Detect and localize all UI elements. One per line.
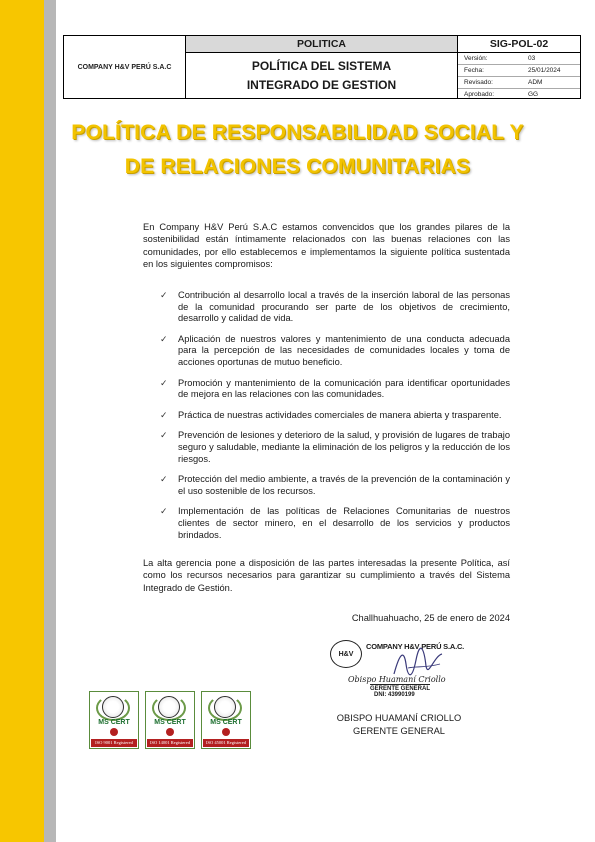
gear-icon <box>166 728 174 736</box>
check-icon: ✓ <box>160 430 168 441</box>
list-item <box>158 474 510 497</box>
list-item <box>158 410 510 422</box>
list-item <box>158 430 510 465</box>
list-item <box>158 334 510 369</box>
header-doc-title <box>186 53 457 95</box>
cert-standard: ISO 14001 Registered <box>147 739 193 747</box>
meta-value: 03 <box>528 55 536 62</box>
commitment-text: Promoción y mantenimiento de la comunicación para identificar oportunidades de mejora en las relaciones con las comunidades. <box>178 377 510 400</box>
commitment-text: Práctica de nuestras actividades comerciales de manera abierta y trasparente. <box>178 409 502 420</box>
signatory-name: OBISPO HUAMANÍ CRIOLLO <box>336 713 462 723</box>
cert-standard: ISO 9001 Registered <box>91 739 137 747</box>
gear-icon <box>222 728 230 736</box>
header-logo-cell <box>64 36 186 98</box>
cert-badge-iso45001 <box>201 691 251 749</box>
company-logo <box>78 64 172 71</box>
stamp-logo: H&V <box>330 640 362 668</box>
meta-label: Versión: <box>464 55 488 62</box>
meta-value: ADM <box>528 79 543 86</box>
list-item <box>158 290 510 325</box>
cert-badge-iso9001 <box>89 691 139 749</box>
header-doc-title-line2: INTEGRADO DE GESTION <box>246 78 397 92</box>
closing-paragraph: La alta gerencia pone a disposición de las partes interesadas la presente Política, así como los recursos necesarios para garantizar su cumplimiento a través del Sistema Integrado de Gestión. <box>143 558 510 593</box>
check-icon: ✓ <box>160 474 168 485</box>
globe-icon <box>158 696 180 718</box>
policy-title-line1: POLÍTICA DE RESPONSABILIDAD SOCIAL Y <box>71 121 524 144</box>
stamp-company: COMPANY H&V PERÚ S.A.C. <box>366 642 465 651</box>
commitment-text: Implementación de las políticas de Relaciones Comunitarias de nuestros clientes de sector minero, en el desarrollo de los servicios y productos brindados. <box>178 506 510 540</box>
gear-icon <box>110 728 118 736</box>
place-date: Challhuahuacho, 25 de enero de 2024 <box>351 613 510 623</box>
header-doc-title-line1: POLÍTICA DEL SISTEMA <box>251 59 392 73</box>
header-meta-cell <box>458 36 580 98</box>
check-icon: ✓ <box>160 333 168 344</box>
meta-value: GG <box>528 91 539 98</box>
list-item <box>158 506 510 541</box>
stamp-dni: DNI: 43990199 <box>374 692 415 698</box>
globe-icon <box>214 696 236 718</box>
header-center-cell <box>186 36 458 98</box>
meta-row-approved <box>458 89 580 100</box>
meta-row-date <box>458 65 580 77</box>
check-icon: ✓ <box>160 409 168 420</box>
cert-name: MS CERT <box>210 719 242 726</box>
cert-name: MS CERT <box>98 719 130 726</box>
commitments-list <box>158 290 510 550</box>
commitment-text: Contribución al desarrollo local a través de la inserción laboral de las personas de la comunidad procurando ser parte de los objetivos de crecimiento, desarrollo y calidad de vida. <box>178 290 510 324</box>
company-logo-text: COMPANY H&V PERÚ S.A.C <box>77 63 172 71</box>
cert-name: MS CERT <box>154 719 186 726</box>
check-icon: ✓ <box>160 290 168 300</box>
list-item <box>158 378 510 401</box>
company-stamp <box>330 638 510 704</box>
header-section: POLITICA <box>186 36 457 53</box>
stamp-signer-name: Obispo Huamaní Criollo <box>348 675 446 684</box>
left-gray-stripe <box>44 0 56 842</box>
check-icon: ✓ <box>160 377 168 388</box>
meta-label: Aprobado: <box>464 91 494 98</box>
meta-row-version <box>458 53 580 65</box>
intro-paragraph: En Company H&V Perú S.A.C estamos convencidos que los grandes pilares de la sostenibilidad están íntimamente relacionados con las buenas relaciones con las comunidades, por ello establecemos e implementamos la siguiente política sustentada en los siguientes compromisos: <box>143 222 510 269</box>
globe-icon <box>102 696 124 718</box>
commitment-text: Protección del medio ambiente, a través de la prevención de la contaminación y el uso sostenible de los recursos. <box>178 474 510 496</box>
policy-title <box>60 116 535 184</box>
document-code: SIG-POL-02 <box>458 36 580 53</box>
commitment-text: Aplicación de nuestros valores y mantenimiento de una conducta adecuada para la percepción de las necesidades de comunidades locales y toma de acciones oportunas de mutuo beneficio. <box>178 333 510 367</box>
document-header-table <box>63 35 581 99</box>
meta-value: 25/01/2024 <box>528 67 561 74</box>
stamp-role: GERENTE GENERAL <box>370 686 431 692</box>
left-yellow-stripe <box>0 0 44 842</box>
meta-label: Revisado: <box>464 79 493 86</box>
signatory-block <box>300 712 498 737</box>
meta-row-reviewed <box>458 77 580 89</box>
cert-standard: ISO 45001 Registered <box>203 739 249 747</box>
cert-badge-iso14001 <box>145 691 195 749</box>
commitment-text: Prevención de lesiones y deterioro de la salud, y provisión de lugares de trabajo seguro y saludable, mediante la eliminación de los peligros y la reducción de los riesgos. <box>178 430 510 464</box>
check-icon: ✓ <box>160 506 168 517</box>
signatory-title: GERENTE GENERAL <box>353 725 445 736</box>
policy-title-line2: DE RELACIONES COMUNITARIAS <box>124 155 471 178</box>
meta-label: Fecha: <box>464 67 484 74</box>
